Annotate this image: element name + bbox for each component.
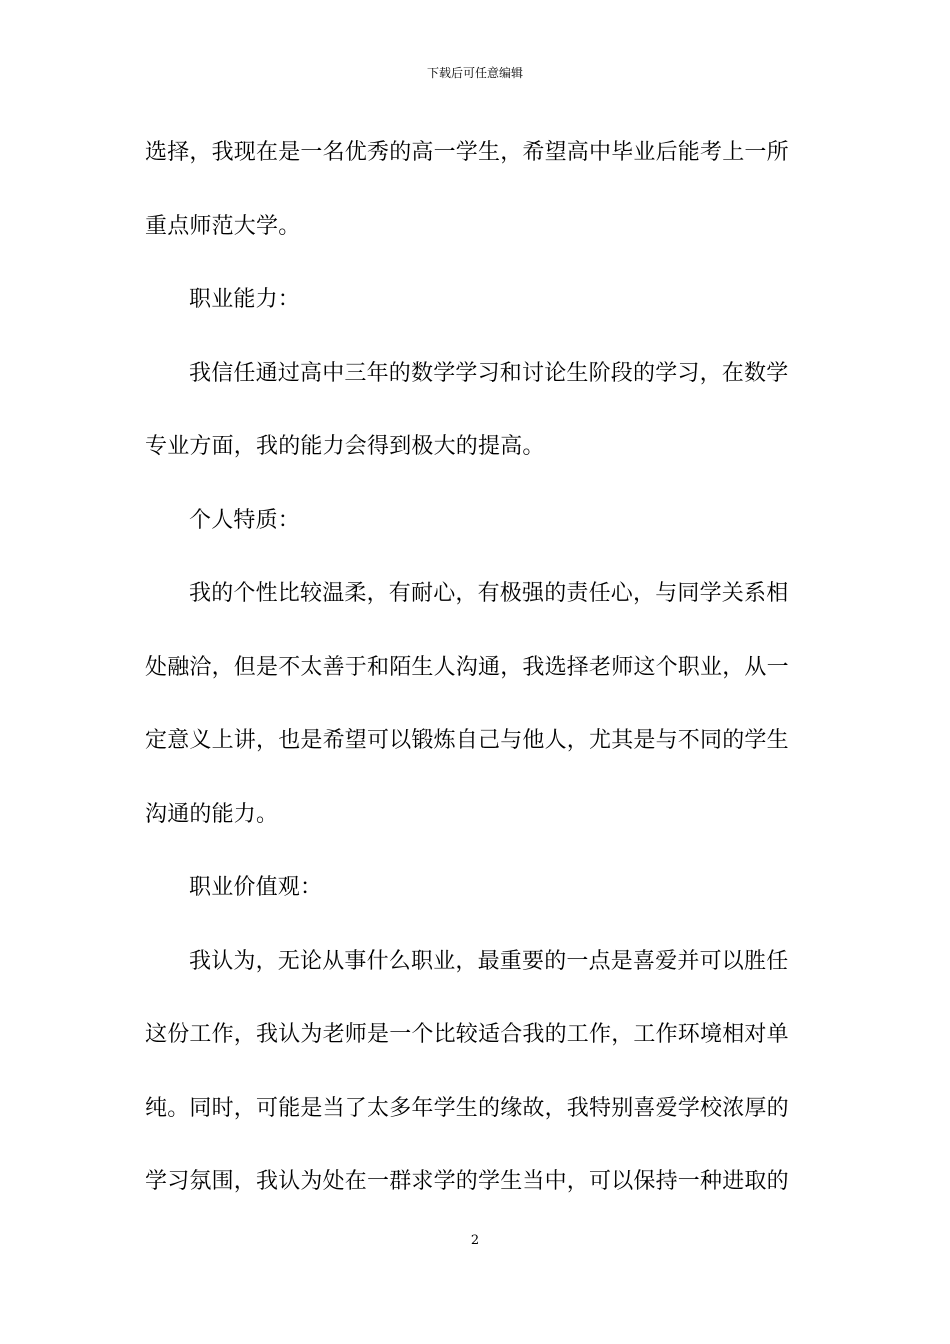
- text-line: 我信任通过高中三年的数学学习和讨论生阶段的学习，在数学: [189, 360, 789, 386]
- text-line: 选择，我现在是一名优秀的高一学生，希望高中毕业后能考上一所: [145, 140, 789, 165]
- text-line: 我认为，无论从事什么职业，最重要的一点是喜爱并可以胜任: [189, 948, 789, 974]
- text-line: 专业方面，我的能力会得到极大的提高。: [145, 434, 545, 459]
- text-line: 定意义上讲，也是希望可以锻炼自己与他人，尤其是与不同的学生: [145, 728, 789, 753]
- text-line: 重点师范大学。: [145, 213, 301, 239]
- section-heading-personal-traits: 个人特质：: [189, 507, 301, 533]
- document-body: [145, 123, 807, 1226]
- text-line: 处融洽，但是不太善于和陌生人沟通，我选择老师这个职业，从一: [145, 654, 789, 680]
- text-line: 这份工作，我认为老师是一个比较适合我的工作，工作环境相对单: [145, 1022, 789, 1047]
- text-line: 沟通的能力。: [145, 801, 279, 827]
- page-header: 下载后可任意编辑: [426, 66, 523, 80]
- text-line: 学习氛围，我认为处在一群求学的学生当中，可以保持一种进取的: [145, 1169, 789, 1194]
- section-heading-career-ability: 职业能力：: [189, 287, 301, 312]
- page-number: 2: [470, 1233, 480, 1248]
- text-line: 纯。同时，可能是当了太多年学生的缘故，我特别喜爱学校浓厚的: [145, 1095, 789, 1121]
- section-heading-career-values: 职业价值观：: [189, 875, 323, 900]
- text-line: 我的个性比较温柔，有耐心，有极强的责任心，与同学关系相: [189, 581, 789, 606]
